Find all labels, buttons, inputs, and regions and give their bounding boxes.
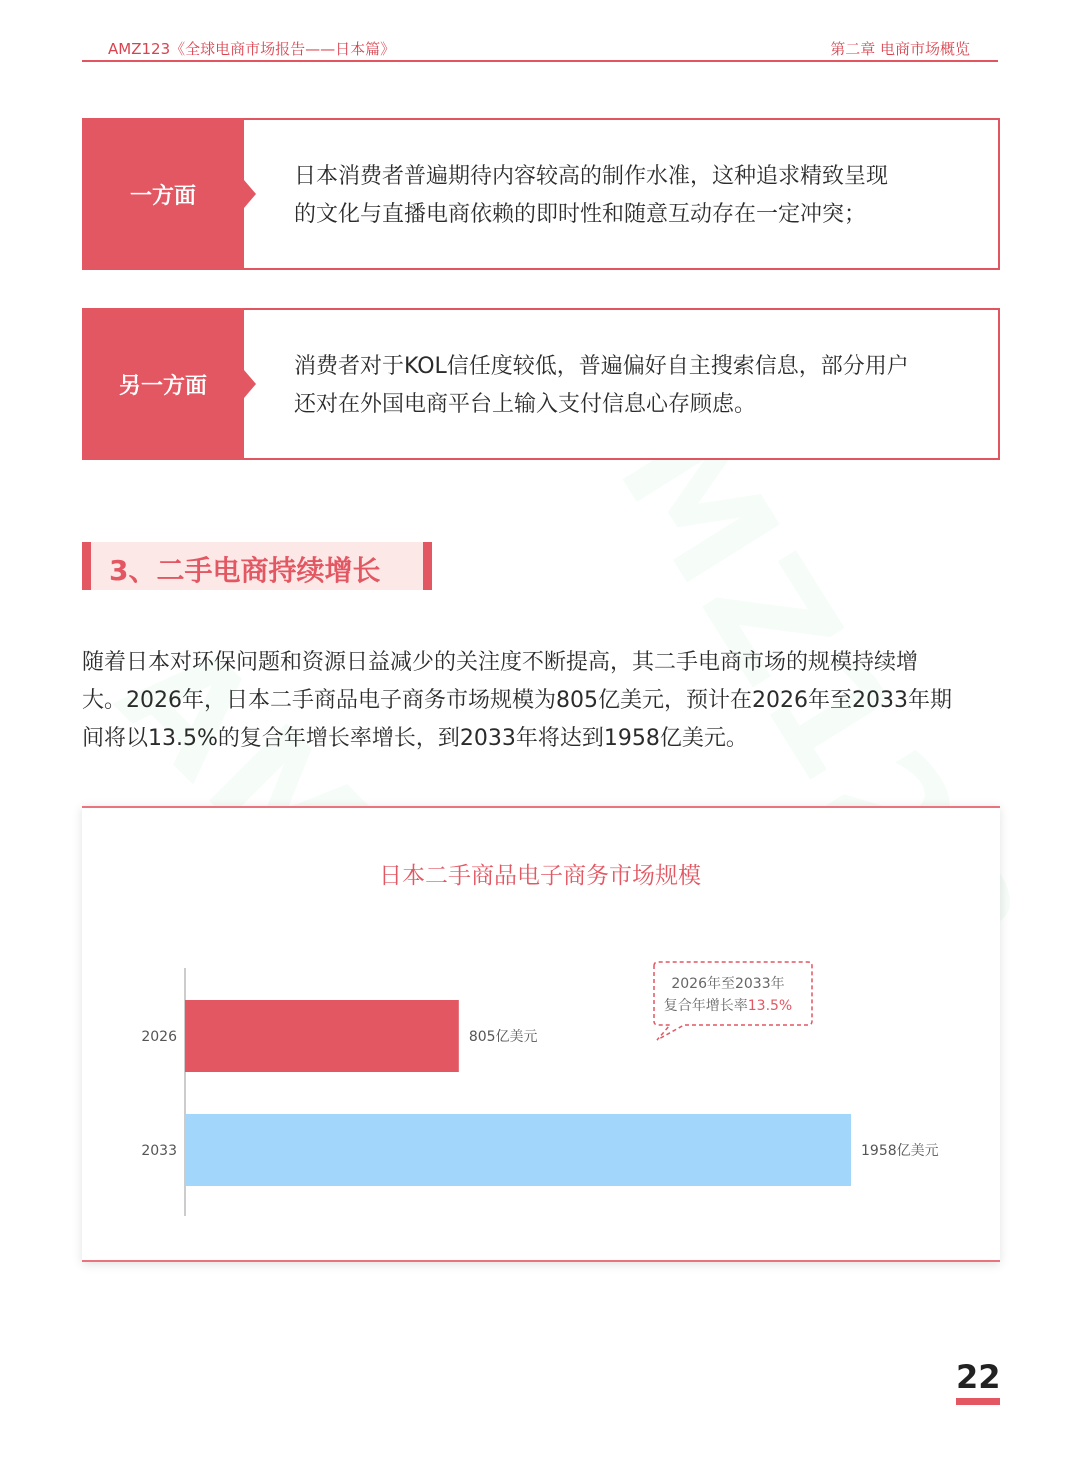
callout-line: 日本消费者普遍期待内容较高的制作水准，这种追求精致呈现 — [294, 164, 889, 189]
section-heading — [82, 542, 432, 590]
chart-title: 日本二手商品电子商务市场规模 — [379, 863, 701, 889]
bar-chart — [82, 808, 1000, 1260]
annotation-line: 2026年至2033年 — [671, 976, 785, 992]
callout-text — [294, 158, 954, 234]
data-label: 805亿美元 — [468, 1029, 538, 1045]
paragraph-line: 大。2026年，日本二手商品电子商务市场规模为805亿美元，预计在2026年至2033年期 — [82, 688, 952, 713]
bar-2026 — [185, 1000, 459, 1072]
callout-line: 的文化与直播电商依赖的即时性和随意互动存在一定冲突； — [294, 202, 867, 227]
category-label: 2026 — [141, 1029, 177, 1045]
data-label: 1958亿美元 — [861, 1143, 939, 1159]
body-paragraph — [82, 644, 1000, 758]
callout-tag: 另一方面 — [82, 308, 244, 460]
callout-text — [294, 348, 954, 424]
callout-line: 还对在外国电商平台上输入支付信息心存顾虑。 — [294, 392, 757, 417]
annotation-value: 13.5% — [747, 998, 793, 1014]
annotation-prefix: 复合年增长率 — [663, 998, 748, 1014]
callout-tag: 一方面 — [82, 118, 244, 270]
paragraph-line: 间将以13.5%的复合年增长率增长，到2033年将达到1958亿美元。 — [82, 726, 748, 751]
chart-card — [82, 806, 1000, 1262]
callout-box — [82, 308, 1000, 460]
annotation-line — [664, 997, 792, 1014]
callout-line: 消费者对于KOL信任度较低，普遍偏好自主搜索信息，部分用户 — [294, 354, 909, 379]
report-title: AMZ123《全球电商市场报告——日本篇》 — [108, 40, 396, 58]
bar-2033 — [185, 1114, 851, 1186]
page-number: 22 — [956, 1358, 1001, 1396]
section-title: 3、二手电商持续增长 — [109, 554, 381, 587]
callout-box — [82, 118, 1000, 270]
page-number-underline — [956, 1398, 1000, 1405]
category-label: 2033 — [141, 1143, 177, 1159]
paragraph-line: 随着日本对环保问题和资源日益减少的关注度不断提高，其二手电商市场的规模持续增 — [82, 650, 919, 675]
chapter-title: 第二章 电商市场概览 — [830, 40, 970, 58]
page-header — [82, 36, 998, 62]
